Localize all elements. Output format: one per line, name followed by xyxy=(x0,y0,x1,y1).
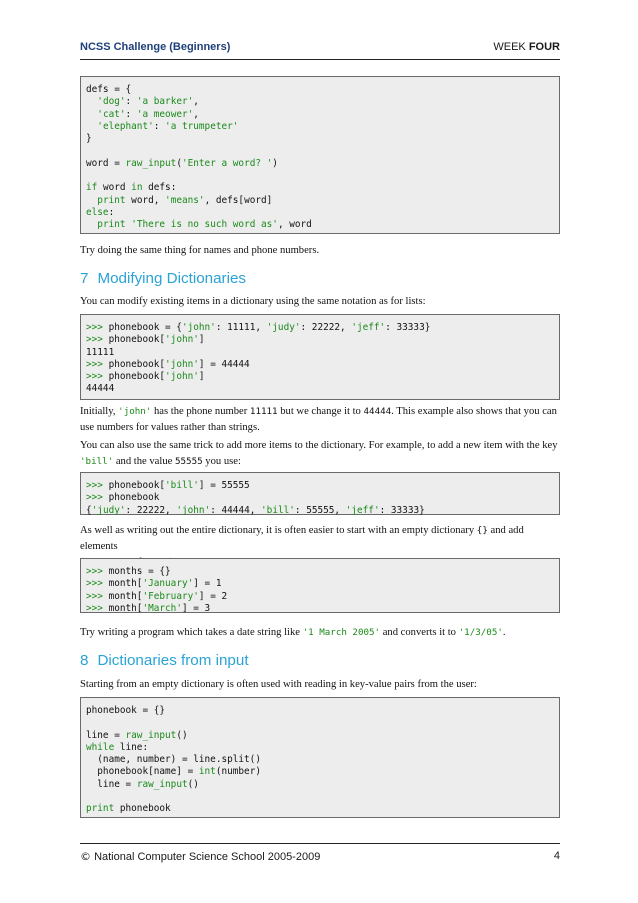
header-week-prefix: WEEK xyxy=(493,41,529,53)
header-title: NCSS Challenge (Beginners) xyxy=(80,41,231,53)
code-keyword: raw_input xyxy=(125,729,177,741)
code-line xyxy=(86,566,559,578)
code-line xyxy=(86,145,559,157)
paragraph-modify-items: You can modify existing items in a dictionary using the same notation as for lists: xyxy=(80,296,426,307)
code-line xyxy=(86,207,559,219)
code-line xyxy=(86,109,559,121)
header-week-number: FOUR xyxy=(528,41,560,53)
code-text: word = xyxy=(86,157,126,169)
copyright-symbol: © xyxy=(80,850,91,863)
code-line xyxy=(86,730,559,742)
paragraph-text: you use: xyxy=(202,456,241,467)
code-keyword: else xyxy=(86,206,109,218)
code-text: ] xyxy=(198,334,205,346)
code-text xyxy=(86,96,97,107)
code-line xyxy=(86,219,559,231)
code-prompt: >>> xyxy=(86,480,109,491)
code-text: 44444 xyxy=(86,383,115,395)
code-text: : 33333} xyxy=(385,322,431,333)
code-text: : 55555, xyxy=(294,504,346,516)
footer-rule xyxy=(80,843,560,844)
code-line xyxy=(86,133,559,145)
code-string: 'a meower' xyxy=(136,108,194,120)
code-text: : xyxy=(108,206,115,218)
code-text: : 44444, xyxy=(210,504,262,516)
code-prompt: >>> xyxy=(86,334,109,346)
code-keyword: print xyxy=(86,803,115,815)
code-text: : 22222, xyxy=(300,322,352,333)
code-text: } xyxy=(86,133,92,145)
code-string: 'john' xyxy=(165,371,199,383)
code-prompt: >>> xyxy=(86,371,109,383)
code-text: phonebook xyxy=(108,492,160,504)
code-prompt: >>> xyxy=(86,358,109,370)
paragraph-text: and the value xyxy=(113,456,175,467)
code-text: ] = 3 xyxy=(181,602,211,614)
inline-code-string: '1 March 2005' xyxy=(302,627,381,638)
code-line xyxy=(86,121,559,133)
paragraph-text: . This example also shows that you can xyxy=(391,406,557,417)
code-text: ] = 1 xyxy=(193,578,222,590)
code-text: : xyxy=(125,96,137,108)
code-text: month[ xyxy=(108,602,143,614)
code-line xyxy=(86,158,559,170)
code-text: ] = 2 xyxy=(198,590,228,602)
code-text: line: xyxy=(114,741,149,753)
code-text: : 33333} xyxy=(379,504,425,516)
paragraph-text: use numbers for values rather than strings. xyxy=(80,422,260,433)
code-string: 'means' xyxy=(165,194,205,206)
code-line xyxy=(86,371,559,383)
code-line xyxy=(86,383,559,395)
header-rule xyxy=(80,59,560,60)
inline-code-string: 'bill' xyxy=(80,456,114,467)
code-line xyxy=(86,84,559,96)
code-text: phonebook[ xyxy=(108,334,166,346)
code-keyword: if xyxy=(86,182,98,194)
code-text: : xyxy=(153,120,166,132)
code-string: 'bill' xyxy=(261,504,295,516)
code-prompt: >>> xyxy=(86,578,109,590)
code-string: 'March' xyxy=(142,602,182,614)
code-prompt: >>> xyxy=(86,602,109,614)
code-string: 'john' xyxy=(176,504,211,516)
code-text: (number) xyxy=(215,766,261,778)
code-line xyxy=(86,322,559,334)
code-text: month[ xyxy=(108,590,143,602)
code-text: phonebook = { xyxy=(108,322,182,333)
code-string: 'jeff' xyxy=(345,504,380,516)
code-text: , defs[word] xyxy=(204,194,273,206)
code-text: 11111 xyxy=(86,346,115,358)
code-text: defs: xyxy=(142,182,177,194)
section-number: 7 xyxy=(80,270,89,287)
paragraph-initially-john xyxy=(80,404,562,436)
section-title: Dictionaries from input xyxy=(97,652,249,669)
code-text: phonebook[ xyxy=(108,358,166,370)
code-text: { xyxy=(86,504,92,516)
paragraph-text: has the phone number xyxy=(151,406,250,417)
paragraph-line xyxy=(80,523,562,555)
code-text xyxy=(86,121,97,132)
page-header xyxy=(80,41,560,56)
code-line xyxy=(86,347,559,359)
code-prompt: >>> xyxy=(86,590,109,602)
code-text: , xyxy=(193,96,199,108)
footer-copyright xyxy=(80,850,320,863)
inline-code-string: '1/3/05' xyxy=(458,627,503,638)
inline-code: {} xyxy=(476,525,488,536)
code-text: () xyxy=(187,778,199,790)
code-keyword: raw_input xyxy=(136,778,188,790)
code-line xyxy=(86,334,559,346)
code-text: phonebook xyxy=(114,803,171,815)
code-text xyxy=(86,109,97,120)
code-text: word, xyxy=(125,194,166,206)
code-line xyxy=(86,359,559,371)
code-line xyxy=(86,742,559,754)
code-string: 'cat' xyxy=(97,108,126,120)
code-text: : xyxy=(125,108,137,120)
paragraph-text: As well as writing out the entire dictionary, it is often easier to start with an empty dictionary xyxy=(80,525,477,536)
code-line xyxy=(86,492,559,504)
paragraph-line xyxy=(80,625,562,641)
code-string: 'john' xyxy=(165,358,199,370)
inline-code: 55555 xyxy=(174,456,203,467)
code-string: 'john' xyxy=(181,322,216,333)
paragraph-line xyxy=(80,404,562,420)
code-keyword: print xyxy=(97,219,126,231)
code-line xyxy=(86,480,559,492)
code-string: 'There is no such word as' xyxy=(131,219,278,231)
footer-text: National Computer Science School 2005-2009 xyxy=(94,851,321,863)
code-text: phonebook[ xyxy=(108,480,166,491)
code-string: 'judy' xyxy=(91,504,126,516)
code-string: 'john' xyxy=(165,334,199,346)
code-text xyxy=(86,219,97,230)
code-keyword: int xyxy=(198,766,216,778)
code-line xyxy=(86,779,559,791)
code-keyword: print xyxy=(97,194,126,206)
code-string: 'Enter a word? ' xyxy=(181,157,273,169)
code-prompt: >>> xyxy=(86,492,109,504)
code-line xyxy=(86,791,559,803)
code-text: phonebook = {} xyxy=(86,705,166,716)
inline-code-string: 'john' xyxy=(118,406,152,417)
paragraph-text: You can also use the same trick to add more items to the dictionary. For example, to add a new item with the key xyxy=(80,440,558,451)
code-text xyxy=(86,195,97,206)
code-text: ] = 55555 xyxy=(198,480,250,491)
code-line xyxy=(86,803,559,815)
code-text: line = xyxy=(86,778,137,790)
paragraph-key-value-pairs: Starting from an empty dictionary is often used with reading in key-value pairs from the user: xyxy=(80,679,477,690)
code-text: phonebook[ xyxy=(108,371,166,383)
paragraph-text: Try writing a program which takes a date string like xyxy=(80,627,303,638)
page-footer xyxy=(80,850,560,865)
section-title: Modifying Dictionaries xyxy=(97,270,247,287)
code-text: line = xyxy=(86,729,126,741)
code-line xyxy=(86,182,559,194)
code-prompt: >>> xyxy=(86,322,109,333)
code-string: 'a barker' xyxy=(136,96,194,108)
code-string: 'judy' xyxy=(266,322,301,333)
paragraph-text: and add elements xyxy=(80,525,524,552)
code-string: 'January' xyxy=(142,578,194,590)
paragraph-line xyxy=(80,420,562,436)
code-text: ] xyxy=(198,371,205,383)
code-text: , xyxy=(193,108,199,120)
paragraph-line xyxy=(80,454,562,470)
paragraph-text: Initially, xyxy=(80,406,119,417)
code-string: 'bill' xyxy=(165,480,199,491)
code-text: month[ xyxy=(108,578,143,590)
code-text: ( xyxy=(176,157,182,169)
code-line xyxy=(86,754,559,766)
section-heading-modifying-dictionaries xyxy=(80,270,560,287)
inline-code: 44444 xyxy=(363,406,392,417)
code-text: months = {} xyxy=(108,566,171,577)
code-text: defs = { xyxy=(86,84,132,95)
code-line xyxy=(86,96,559,108)
code-text: () xyxy=(176,729,188,741)
code-block-modify-phonebook xyxy=(80,314,560,400)
code-keyword: while xyxy=(86,741,115,753)
code-line xyxy=(86,603,559,615)
page-number: 4 xyxy=(553,850,560,862)
paragraph-text: but we change it to xyxy=(277,406,364,417)
paragraph-add-items xyxy=(80,438,562,470)
code-line xyxy=(86,705,559,717)
code-string: 'jeff' xyxy=(351,322,386,333)
code-keyword: raw_input xyxy=(125,157,177,169)
code-prompt: >>> xyxy=(86,566,109,577)
paragraph-line xyxy=(80,438,562,454)
paragraph-date-string xyxy=(80,625,562,641)
code-string: 'a trumpeter' xyxy=(165,120,239,132)
code-keyword: in xyxy=(131,182,143,194)
code-text: (name, number) = line.split() xyxy=(86,754,261,766)
code-text: phonebook[name] = xyxy=(86,766,199,778)
code-text: ] = 44444 xyxy=(198,358,250,370)
code-text: word xyxy=(97,182,132,194)
code-block-months xyxy=(80,558,560,613)
inline-code: 11111 xyxy=(249,406,278,417)
code-line xyxy=(86,195,559,207)
code-text: ) xyxy=(272,157,278,169)
paragraph-text: and converts it to xyxy=(380,627,459,638)
code-block-phonebook-input xyxy=(80,697,560,818)
code-text: : 22222, xyxy=(125,504,177,516)
code-text: , word xyxy=(277,219,312,231)
code-line xyxy=(86,170,559,182)
code-block-dictionary-definitions xyxy=(80,76,560,234)
code-string: 'dog' xyxy=(97,96,126,108)
header-week xyxy=(493,41,560,53)
code-string: 'February' xyxy=(142,590,199,602)
code-line xyxy=(86,505,559,517)
section-number: 8 xyxy=(80,652,89,669)
paragraph-text: . xyxy=(502,627,506,638)
paragraph-try-names: Try doing the same thing for names and phone numbers. xyxy=(80,245,320,256)
code-line xyxy=(86,578,559,590)
code-block-add-bill xyxy=(80,472,560,515)
code-line xyxy=(86,591,559,603)
code-string: 'elephant' xyxy=(97,120,154,132)
code-text: : 11111, xyxy=(215,322,267,333)
code-line xyxy=(86,766,559,778)
code-line xyxy=(86,717,559,729)
section-heading-dictionaries-from-input xyxy=(80,652,560,669)
